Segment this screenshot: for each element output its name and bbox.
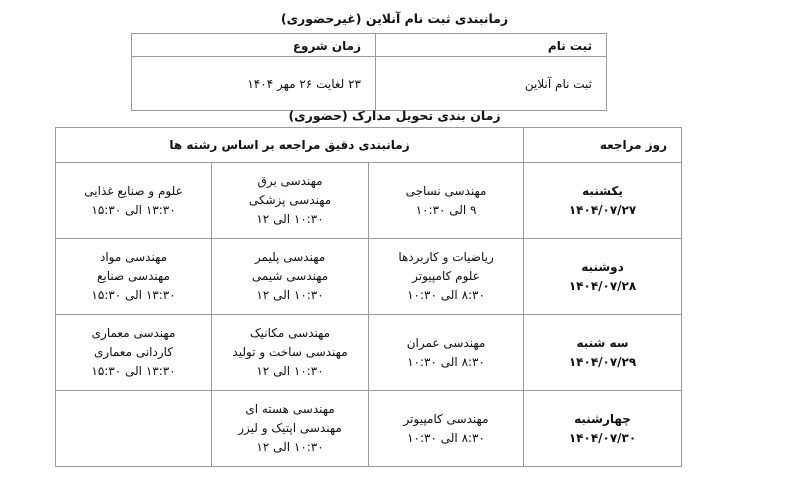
- slot-time: ۱۳:۳۰ الی ۱۵:۳۰: [91, 288, 176, 302]
- schedule-slot-cell: [56, 391, 212, 467]
- slot-major: مهندسی کامپیوتر: [403, 411, 489, 426]
- slot-major: علوم و صنایع غذایی: [84, 183, 183, 198]
- slot-time: ۱۳:۳۰ الی ۱۵:۳۰: [91, 202, 176, 217]
- slot-major: علوم کامپیوتر: [412, 269, 480, 283]
- slot-major: مهندسی پلیمر: [254, 250, 326, 264]
- table-row: [56, 315, 682, 391]
- online-registration-table: [131, 33, 607, 111]
- schedule-slot-cell: [369, 239, 524, 315]
- table-row: [56, 391, 682, 467]
- table-header-row: [56, 128, 682, 163]
- slot-major: مهندسی هسته ای: [245, 402, 335, 416]
- visit-day-header: روز مراجعه: [524, 128, 682, 163]
- table-header-row: [132, 34, 607, 57]
- day-date: ۱۴۰۴/۰۷/۲۷: [568, 202, 637, 217]
- slot-time: ۹ الی ۱۰:۳۰: [415, 202, 477, 217]
- registration-header: ثبت نام: [376, 34, 607, 57]
- slot-major: ریاضیات و کاربردها: [398, 250, 494, 264]
- slot-time: ۱۰:۳۰ الی ۱۲: [256, 212, 324, 226]
- slot-major: مهندسی صنایع: [97, 269, 170, 283]
- slot-major: مهندسی معماری: [91, 326, 176, 340]
- slot-time: ۱۰:۳۰ الی ۱۲: [256, 440, 324, 454]
- schedule-header: زمانبندی دقیق مراجعه بر اساس رشته ها: [56, 128, 524, 163]
- table-row: [56, 163, 682, 239]
- slot-time: ۸:۳۰ الی ۱۰:۳۰: [407, 430, 485, 445]
- slot-major: مهندسی نساجی: [405, 183, 487, 198]
- visit-day-cell: [524, 239, 682, 315]
- day-date: ۱۴۰۴/۰۷/۲۸: [568, 278, 637, 293]
- schedule-slot-cell: [212, 391, 369, 467]
- registration-type: ثبت نام آنلاین: [376, 57, 607, 111]
- schedule-slot-cell: [369, 163, 524, 239]
- slot-major: مهندسی مکانیک: [249, 326, 331, 340]
- visit-day-cell: [524, 163, 682, 239]
- slot-major: مهندسی عمران: [406, 335, 486, 350]
- slot-major: مهندسی ساخت و تولید: [232, 345, 348, 359]
- slot-time: ۱۰:۳۰ الی ۱۲: [256, 288, 324, 302]
- schedule-slot-cell: [369, 391, 524, 467]
- slot-major: مهندسی مواد: [99, 250, 168, 264]
- slot-time: ۱۳:۳۰ الی ۱۵:۳۰: [91, 364, 176, 378]
- day-date: ۱۴۰۴/۰۷/۳۰: [568, 430, 637, 445]
- schedule-slot-cell: [369, 315, 524, 391]
- slot-major: مهندسی برق: [257, 174, 323, 188]
- day-name: یکشنبه: [582, 183, 623, 198]
- schedule-slot-cell: [212, 239, 369, 315]
- slot-major: مهندسی شیمی: [251, 269, 329, 283]
- slot-time: ۸:۳۰ الی ۱۰:۳۰: [407, 354, 485, 369]
- slot-time: ۱۰:۳۰ الی ۱۲: [256, 364, 324, 378]
- day-name: دوشنبه: [581, 259, 624, 274]
- slot-time: ۸:۳۰ الی ۱۰:۳۰: [407, 288, 485, 302]
- schedule-slot-cell: [56, 239, 212, 315]
- schedule-slot-cell: [56, 163, 212, 239]
- start-time-header: زمان شروع: [132, 34, 376, 57]
- online-registration-title: زمانبندی ثبت نام آنلاین (غیرحضوری): [280, 11, 509, 26]
- slot-major: کاردانی معماری: [94, 345, 174, 359]
- slot-major: مهندسی اپتیک و لیزر: [238, 421, 342, 435]
- schedule-slot-cell: [56, 315, 212, 391]
- day-date: ۱۴۰۴/۰۷/۲۹: [568, 354, 637, 369]
- schedule-slot-cell: [212, 315, 369, 391]
- document-delivery-title: زمان بندی تحویل مدارک (حضوری): [288, 108, 501, 123]
- document-delivery-table: [55, 127, 682, 467]
- day-name: سه شنبه: [576, 335, 629, 350]
- slot-major: مهندسی پزشکی: [248, 193, 332, 207]
- visit-day-cell: [524, 391, 682, 467]
- schedule-slot-cell: [212, 163, 369, 239]
- visit-day-cell: [524, 315, 682, 391]
- registration-start-time: ۲۳ لغایت ۲۶ مهر ۱۴۰۴: [132, 57, 376, 111]
- table-row: [132, 57, 607, 111]
- table-row: [56, 239, 682, 315]
- day-name: چهارشنبه: [574, 411, 631, 426]
